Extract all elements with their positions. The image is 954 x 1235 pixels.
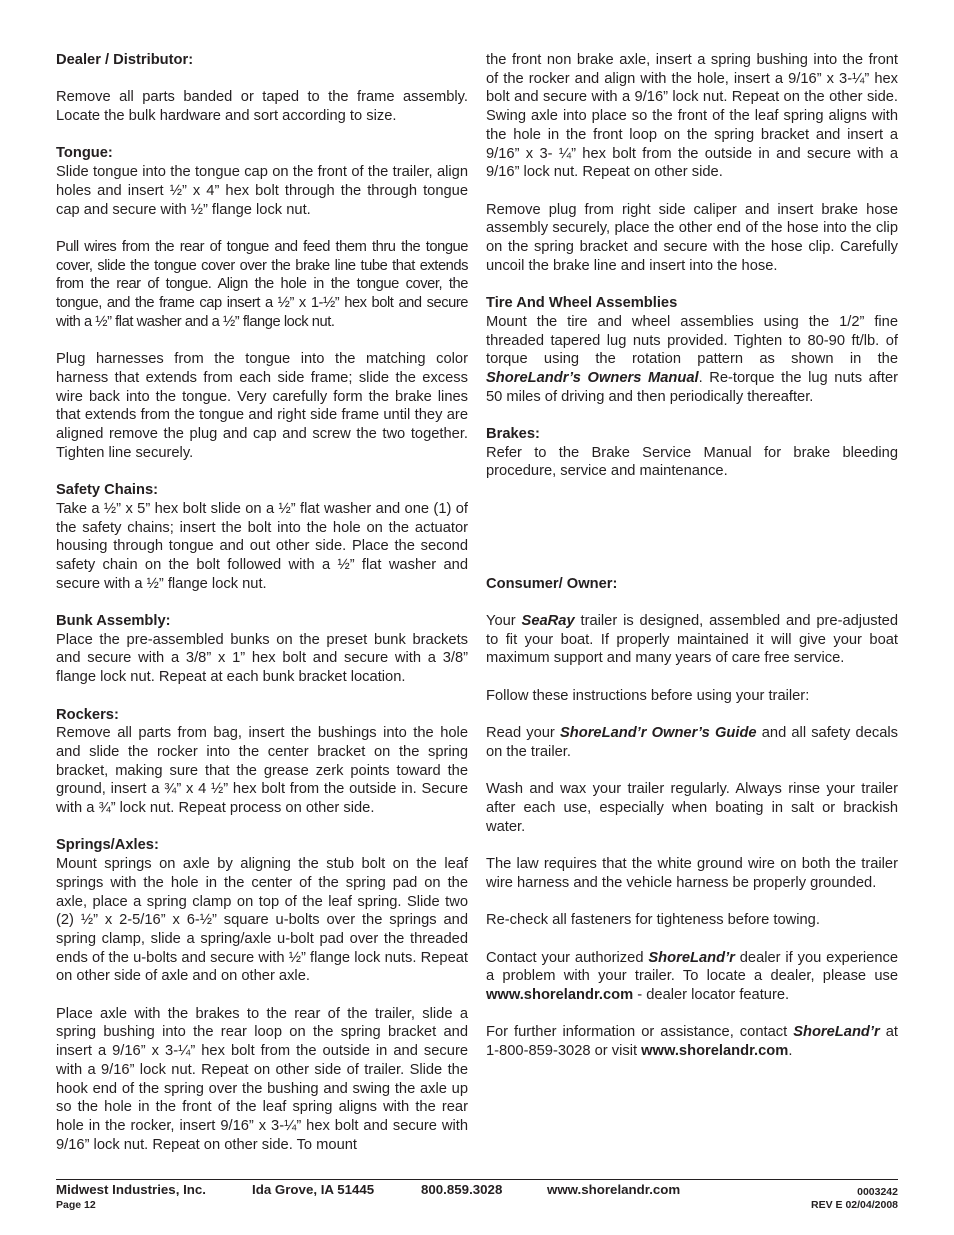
contact-text-c: dealer if you experience a problem with your trailer. To locate a dealer, please use [486,949,899,985]
brakes-heading: Brakes: [486,426,540,443]
springs-axles-paragraph-1: Mount springs on axle by aligning the stub bolt on the leaf springs with the hole in the center of the spring pad on the axle, place a spring clamp on top of the leaf spring. Slide two (2) ½” x 2-5/16” x 6-½” square u-bolts over the springs and spring clamp, slide a spring/axle u-bolt pad over the threaded ends of the u-bolts and secure with ½” flange lock nuts. Repeat on other side of axle and on other axle. [56,856,468,985]
consumer-paragraph-1 [486,612,898,668]
dealer-heading: Dealer / Distributor: [56,52,194,68]
website-link[interactable]: www.shorelandr.com [486,986,634,1003]
consumer-text-c: trailer is designed, assembled and pre-adjusted to fit your boat. If properly maintained it will give your boat maximum support and many years of care free service. [486,613,898,667]
owners-guide-title: ShoreLand’r Owner’s Guide [559,725,757,742]
tongue-paragraph-2: Pull wires from the rear of tongue and feed them thru the tongue cover, slide the tongue cover over the brake line tube that extends from the rear of tongue. Align the hole in the tongue cover, the tongue, and the frame cap insert a ½” x 1-½” hex bolt and secure with a ½” flat washer and a ½” flange lock nut. [56,238,468,330]
bunk-assembly-heading: Bunk Assembly: [56,613,171,629]
tire-wheel-paragraph [486,313,898,407]
brakes-paragraph: Refer to the Brake Service Manual for brake bleeding procedure, service and maintenance. [486,444,898,480]
column-spacer [486,500,898,575]
page-footer [56,1182,898,1212]
tire-text-a: Mount the tire and wheel assemblies using the 1/2” fine threaded tapered lug nuts provided. Tighten to 80-90 ft/lb. of torque using the rotation pattern as shown in the [486,313,898,368]
read-text-a: Read your [486,725,560,742]
tire-text-c: . Re-torque the lug nuts after 50 miles of driving and then periodically thereafter. [486,369,898,405]
footer-revision: REV E 02/04/2008 [811,1199,898,1211]
tire-wheel-heading: Tire And Wheel Assemblies [486,295,678,312]
tongue-heading: Tongue: [56,145,113,162]
consumer-text-a: Your [486,613,522,629]
read-text-c: and all safety decals on the trailer. [486,725,898,760]
further-text-c: at 1-800-859-3028 or visit [486,1024,898,1060]
tongue-paragraph-3: Plug harnesses from the tongue into the matching color harness that extends from each side frame; slide the excess wire back into the tongue. Very carefully form the brake lines that extends from the tongue and right side frame until they are aligned remove the plug and cap and screw the two together. Tighten line securely. [56,351,468,461]
bunk-assembly-paragraph: Place the pre-assembled bunks on the preset bunk brackets and secure with a 3/8” x 1” hex bolt and secure with a 3/8” flange lock nut. Repeat at each bunk bracket location. [56,631,468,686]
footer-website[interactable]: www.shorelandr.com [547,1182,681,1197]
axle-continued-paragraph: the front non brake axle, insert a spring bushing into the front of the rocker and align with the hole, insert a 9/16” x 3-¼” hex bolt and secure with a 9/16” lock nut. Repeat on the other side. Swing axle into place so the front of the leaf spring aligns with the hole in the front loop on the spring bracket and insert a 9/16” x 3- ¼” hex bolt from the outside in and secure with a 9/16” lock nut. Repeat on other side. [486,52,898,181]
dealer-section [56,51,468,70]
left-column [56,51,468,1173]
tongue-paragraph-1: Slide tongue into the tongue cap on the front of the trailer, align holes and insert ½” x 4” hex bolt through the through tongue cap and secure with ½” flange lock nut. [56,164,468,218]
website-link-2[interactable]: www.shorelandr.com [641,1043,789,1060]
consumer-paragraph-8 [486,1023,898,1060]
dealer-paragraph: Remove all parts banded or taped to the frame assembly. Locate the bulk hardware and sort according to size. [56,89,468,125]
rockers-heading: Rockers: [56,706,119,723]
safety-chains-paragraph: Take a ½” x 5” hex bolt slide on a ½” flat washer and one (1) of the safety chains; insert the bolt into the hole on the actuator housing through tongue and out other side. Place the second safety chain on the bolt followed with a ½” flat washer and secure with a ½” flange lock nut. [56,500,468,592]
consumer-paragraph-3 [486,724,898,761]
consumer-paragraph-4: Wash and wax your trailer regularly. Always rinse your trailer after each use, especially when boating in salt or brackish water. [486,781,898,835]
consumer-paragraph-5: The law requires that the white ground wire on both the trailer wire harness and the vehicle harness be properly grounded. [486,856,898,891]
springs-axles-paragraph-2: Place axle with the brakes to the rear of the trailer, slide a spring bushing into the rear loop on the spring bracket and insert a 9/16” x 3-¼” hex bolt from the outside in and secure with a 9/16” lock nut. Repeat on other side of trailer. Slide the hook end of the spring over the bushing and swing the axle up so the hole in the front of the leaf spring aligns with the rear hole in the rocker, insert 9/16” x 3-¼” hex bolt and secure with 9/16” lock nut. Repeat on other side. To mount [56,1005,468,1153]
footer-page-number: Page 12 [56,1199,96,1211]
footer-address: Ida Grove, IA 51445 [252,1182,375,1197]
rockers-paragraph: Remove all parts from bag, insert the bushings into the hole and slide the rocker into the center bracket on the spring bracket, making sure that the grease zerk points toward the ground, insert a ¾” x 4 ½” hex bolt from the outside in. Secure with a ¾” lock nut. Repeat process on other side. [56,725,468,817]
consumer-owner-heading: Consumer/ Owner: [486,575,618,592]
springs-axles-heading: Springs/Axles: [56,837,159,854]
footer-company: Midwest Industries, Inc. [56,1182,206,1197]
footer-doc-number: 0003242 [857,1186,898,1198]
consumer-paragraph-2: Follow these instructions before using your trailer: [486,687,810,704]
consumer-paragraph-6: Re-check all fasteners for tighteness before towing. [486,912,820,929]
contact-text-a: Contact your authorized [486,949,649,966]
consumer-paragraph-7 [486,949,898,1005]
contact-text-e: - dealer locator feature. [633,986,790,1003]
searay-brand: SeaRay [521,613,575,629]
further-text-e: . [788,1043,793,1060]
owners-manual-title: ShoreLandr’s Owners Manual [486,369,699,386]
further-text-a: For further information or assistance, contact [486,1024,794,1041]
shorelandr-brand: ShoreLand’r [648,949,735,966]
right-column [486,51,898,1079]
footer-rule [56,1179,898,1180]
safety-chains-heading: Safety Chains: [56,482,159,499]
shorelandr-brand-2: ShoreLand’r [793,1024,880,1041]
footer-phone: 800.859.3028 [421,1182,503,1197]
brake-hose-paragraph: Remove plug from right side caliper and insert brake hose assembly securely, place the other end of the hose into the clip on the spring bracket and secure with the hose clip. Carefully uncoil the brake line and insert into the hose. [486,201,898,274]
